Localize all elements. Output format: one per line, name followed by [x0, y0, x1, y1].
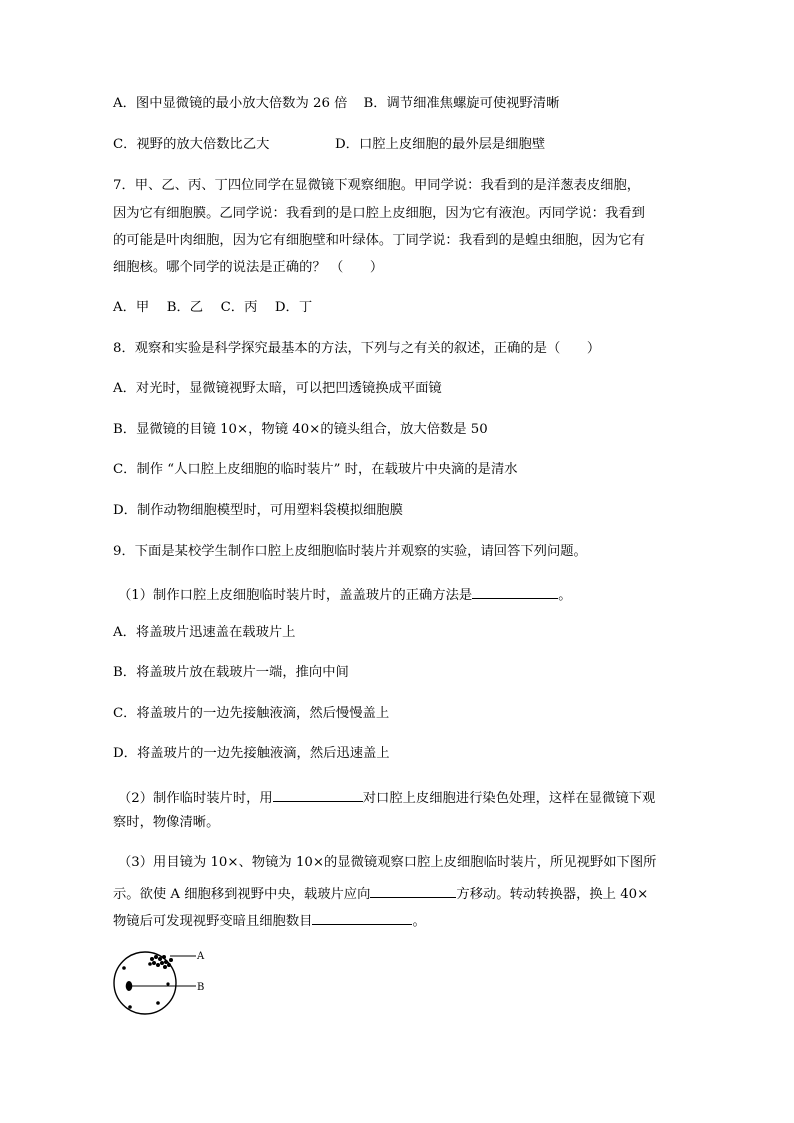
q9-part1-option-d: D．将盖玻片的一边先接触液滴，然后迅速盖上: [113, 746, 390, 761]
q9-part3-line-2: [113, 883, 648, 903]
q9-part1-option-c: C．将盖玻片的一边先接触液滴，然后慢慢盖上: [113, 706, 390, 721]
q9-part1: [118, 584, 571, 604]
q9-part2-line-2: 察时，物像清晰。: [113, 815, 220, 830]
q9-part1-option-b: B．将盖玻片放在载玻片一端，推向中间: [113, 665, 349, 680]
q8-option-b: B．显微镜的目镜 10×，物镜 40×的镜头组合，放大倍数是 50: [113, 422, 488, 437]
q7-stem-line-1: 7．甲、乙、丙、丁四位同学在显微镜下观察细胞。甲同学说：我看到的是洋葱表皮细胞，: [113, 178, 641, 193]
q9-part2-text: （2）制作临时装片时，用: [118, 791, 273, 806]
q9-stem: 9．下面是某校学生制作口腔上皮细胞临时装片并观察的实验，请回答下列问题。: [113, 544, 587, 559]
q6-option-c: C．视野的放大倍数比乙大: [113, 137, 270, 152]
q9-part1-text: （1）制作口腔上皮细胞临时装片时，盖盖玻片的正确方法是: [118, 588, 473, 603]
q9-part3-count-blank: [312, 910, 412, 925]
q7-stem-line-2: 因为它有细胞膜。乙同学说：我看到的是口腔上皮细胞，因为它有液泡。丙同学说：我看到: [113, 206, 645, 221]
q8-option-a: A．对光时，显微镜视野太暗，可以把凹透镜换成平面镜: [113, 381, 442, 396]
q9-part3-end: 。: [412, 914, 426, 929]
q9-part3-text-c: 物镜后可发现视野变暗且细胞数目: [113, 914, 313, 929]
q9-part1-end: 。: [558, 588, 572, 603]
q9-part3-text-b: 方移动。转动转换器，换上 40×: [456, 887, 649, 902]
q6-options-row-2: [113, 137, 545, 153]
microscope-field-figure: [108, 940, 218, 1020]
q9-part3-text-a: 示。欲使 A 细胞移到视野中央，载玻片应向: [113, 887, 371, 902]
q7-options: A．甲 B．乙 C．丙 D．丁: [113, 300, 313, 315]
q9-part2-line-1: [118, 787, 655, 807]
q9-part3-line-1: （3）用目镜为 10×、物镜为 10×的显微镜观察口腔上皮细胞临时装片，所见视野如下图所: [118, 855, 657, 870]
q8-stem: 8．观察和实验是科学探究最基本的方法，下列与之有关的叙述，正确的是（ ）: [113, 341, 601, 356]
cell-b: [126, 981, 133, 991]
label-b: B: [197, 982, 205, 993]
q8-option-c: C．制作 “人口腔上皮细胞的临时装片” 时，在载玻片中央滴的是清水: [113, 462, 518, 477]
q6-option-a: A．图中显微镜的最小放大倍数为 26 倍: [113, 96, 348, 111]
q9-part2-text-end: 对口腔上皮细胞进行染色处理，这样在显微镜下观: [362, 791, 656, 806]
q8-option-d: D．制作动物细胞模型时，可用塑料袋模拟细胞膜: [113, 503, 403, 518]
cell-cluster-a: [148, 955, 173, 969]
label-a: A: [197, 951, 205, 962]
q6-option-b: B．调节细准焦螺旋可使视野清晰: [363, 96, 560, 111]
q9-part1-answer-blank: [472, 584, 558, 599]
q9-part3-line-3: [113, 910, 426, 930]
q7-stem-line-3: 的可能是叶肉细胞，因为它有细胞壁和叶绿体。丁同学说：我看到的是蝗虫细胞，因为它有: [113, 233, 645, 248]
q6-options-row-1: [113, 96, 559, 112]
q9-part2-answer-blank: [273, 787, 363, 802]
q9-part3-direction-blank: [370, 883, 456, 898]
q6-option-d: D．口腔上皮细胞的最外层是细胞壁: [335, 137, 546, 152]
q7-stem-line-4: 细胞核。哪个同学的说法是正确的？ （ ）: [113, 260, 384, 275]
q9-part1-option-a: A．将盖玻片迅速盖在载玻片上: [113, 625, 296, 640]
